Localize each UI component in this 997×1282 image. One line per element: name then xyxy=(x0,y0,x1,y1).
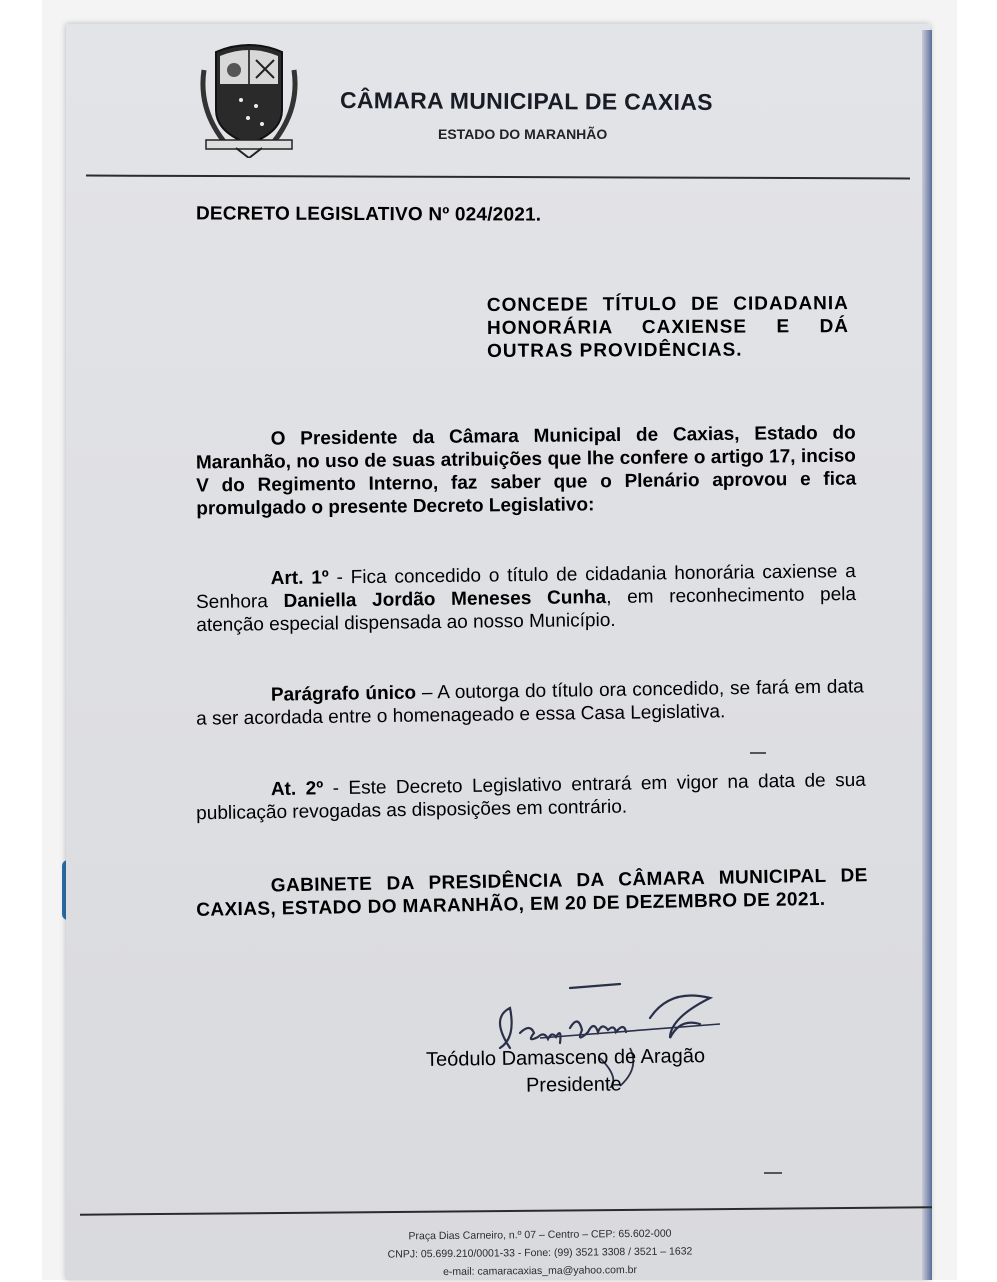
footer-cnpj-phone: CNPJ: 05.699.210/0001-33 - Fone: (99) 3521 3308 / 3521 – 1632 xyxy=(387,1245,693,1261)
article-1-text-a: - Fica concedido o título de cidadania honorária caxiense a Senhora xyxy=(195,560,856,614)
coat-of-arms-icon xyxy=(196,40,302,158)
decree-number: DECRETO LEGISLATIVO Nº 024/2021. xyxy=(195,203,542,226)
footer-email: e-mail: camaracaxias_ma@yahoo.com.br xyxy=(442,1263,638,1279)
page-edge-shadow xyxy=(922,30,932,1280)
article-1-text-b: , em reconhecimento pela atenção especial dispensada ao nosso Município. xyxy=(196,583,857,637)
signer-role: Presidente xyxy=(525,1073,622,1097)
footer-address: Praça Dias Carneiro, n.º 07 – Centro – CEP: 65.602-000 xyxy=(408,1227,672,1243)
article-1-label: Art. 1º xyxy=(270,567,329,590)
preamble-paragraph: O Presidente da Câmara Municipal de Caxias, Estado do Maranhão, no uso de suas atribuições que lhe confere o artigo 17, inciso V do Regimento Interno, faz saber que o Plenário aprovou e fica promulgado o presente Decreto Legislativo: xyxy=(195,422,857,520)
article-2-text: - Este Decreto Legislativo entrará em vigor na data de sua publicação revogadas as disposições em contrário. xyxy=(196,769,866,825)
signer-name: Teódulo Damasceno de Aragão xyxy=(425,1045,706,1071)
article-2-label: At. 2º xyxy=(270,778,324,801)
closing-statement: GABINETE DA PRESIDÊNCIA DA CÂMARA MUNICIPAL DE CAXIAS, ESTADO DO MARANHÃO, EM 20 DE DEZEMBRO DE 2021. xyxy=(196,865,868,921)
decree-summary: CONCEDE TÍTULO DE CIDADANIA HONORÁRIA CAXIENSE E DÁ OUTRAS PROVIDÊNCIAS. xyxy=(486,293,850,362)
sole-paragraph-label: Parágrafo único xyxy=(270,682,417,706)
honoree-name: Daniella Jordão Meneses Cunha xyxy=(283,587,607,612)
article-1 xyxy=(196,560,857,637)
institution-title: CÂMARA MUNICIPAL DE CAXIAS xyxy=(339,87,713,115)
footer-contact xyxy=(340,1226,740,1280)
institution-subtitle: ESTADO DO MARANHÃO xyxy=(438,126,608,142)
ink-speck xyxy=(764,1172,782,1174)
signature-icon xyxy=(470,978,730,1088)
ink-speck xyxy=(750,752,766,754)
sole-paragraph xyxy=(196,675,865,730)
sole-paragraph-text: – A outorga do título ora concedido, se fará em data a ser acordada entre o homenageado e essa Casa Legislativa. xyxy=(196,676,864,730)
